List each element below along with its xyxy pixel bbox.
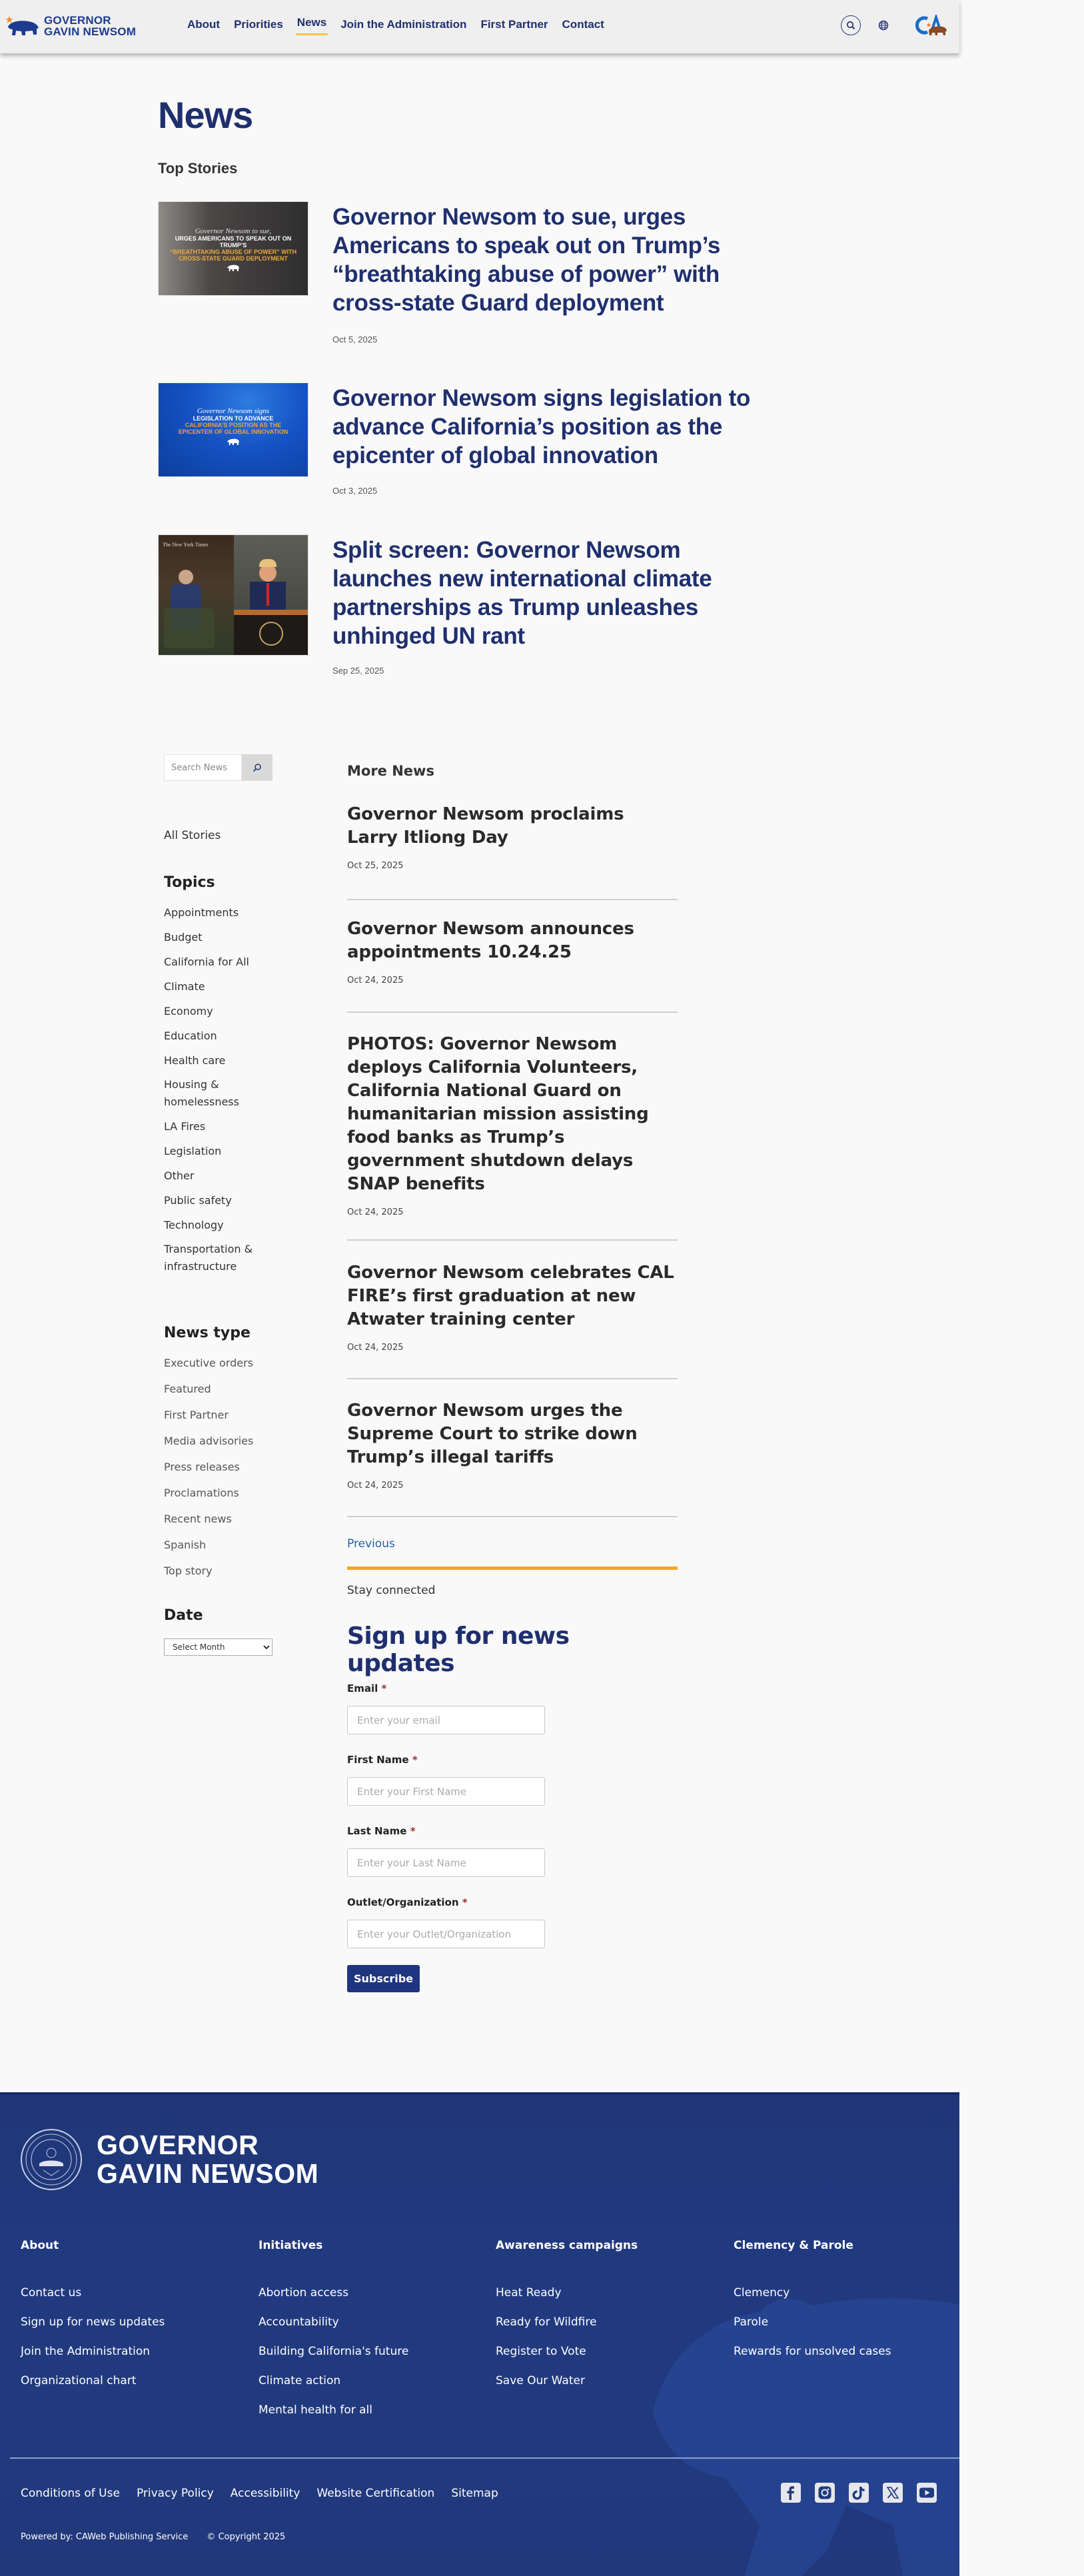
person-hair [259, 559, 276, 567]
news-list-item [347, 1261, 678, 1379]
footer-link[interactable]: Heat Ready [496, 2286, 562, 2299]
story-title[interactable]: Governor Newsom signs legislation to advance California’s position as the epicenter of global innovation [332, 385, 751, 468]
news-sidebar [164, 754, 284, 1624]
news-type-link[interactable]: Featured [164, 1383, 211, 1395]
news-date: Oct 24, 2025 [347, 975, 404, 985]
topic-link[interactable]: Economy [164, 1005, 213, 1017]
required-mark: * [462, 1896, 468, 1908]
footer-column-awareness [496, 2239, 722, 2403]
image-caption-italic: Governor Newsom signs [197, 407, 270, 415]
footer-column-heading: About [21, 2239, 59, 2252]
month-select[interactable] [164, 1638, 272, 1656]
tiktok-link[interactable] [849, 2483, 869, 2503]
news-date: Oct 24, 2025 [347, 1343, 404, 1353]
bear-icon [227, 438, 240, 446]
image-caption-italic: Governor Newsom to sue, [195, 227, 272, 235]
last-name-field[interactable] [347, 1848, 545, 1877]
nav-news[interactable]: News [296, 16, 327, 29]
label-text: Email [347, 1682, 378, 1694]
sitemap-link[interactable]: Sitemap [451, 2487, 498, 2500]
topics-heading: Topics [164, 874, 215, 891]
footer-credits [21, 2532, 301, 2542]
news-type-link[interactable]: Top story [164, 1565, 213, 1577]
all-stories-link[interactable]: All Stories [164, 829, 221, 842]
nav-priorities[interactable]: Priorities [234, 18, 283, 31]
image-caption-gold: “BREATHTAKING ABUSE OF POWER” WITH CROSS-STATE GUARD DEPLOYMENT [169, 249, 297, 262]
topics-list [164, 904, 271, 1282]
topic-link[interactable]: Health care [164, 1054, 226, 1067]
photo-right [234, 535, 308, 656]
footer-divider [10, 2457, 959, 2459]
image-caption-white: URGES AMERICANS TO SPEAK OUT ON TRUMP’S [175, 235, 292, 249]
news-date: Oct 25, 2025 [347, 861, 404, 871]
footer-link[interactable]: Join the Administration [21, 2345, 151, 2358]
facebook-link[interactable] [781, 2483, 801, 2503]
news-type-link[interactable]: Press releases [164, 1461, 240, 1473]
page-title: News [158, 94, 253, 136]
footer-link[interactable]: Abortion access [259, 2286, 349, 2299]
footer-link[interactable]: Organizational chart [21, 2374, 137, 2387]
footer-top-border [0, 2092, 959, 2095]
topic-link[interactable]: LA Fires [164, 1120, 206, 1133]
footer-column-heading: Initiatives [259, 2239, 323, 2252]
globe-icon[interactable] [878, 20, 889, 31]
news-list-item [347, 918, 678, 1013]
footer-link[interactable]: Sign up for news updates [21, 2315, 165, 2329]
topic-link[interactable]: Transportation & infrastructure [164, 1243, 253, 1273]
copyright: © Copyright 2025 [207, 2532, 286, 2542]
footer-link[interactable]: Parole [734, 2315, 769, 2329]
image-masthead: The New York Times [163, 542, 209, 548]
news-title[interactable]: Governor Newsom urges the Supreme Court to strike down Trump’s illegal tariffs [347, 1401, 638, 1467]
story-title[interactable]: Split screen: Governor Newsom launches new international climate partnerships as Trump unleashes unhinged UN rant [332, 537, 712, 649]
social-links [781, 2483, 951, 2503]
news-type-link[interactable]: Media advisories [164, 1435, 254, 1447]
signup-heading: Sign up for news updates [347, 1622, 570, 1677]
topic-link[interactable]: Legislation [164, 1145, 222, 1157]
tie [267, 583, 269, 606]
news-type-link[interactable]: First Partner [164, 1409, 229, 1421]
nav-first-partner[interactable]: First Partner [480, 18, 548, 31]
news-search-input[interactable] [164, 754, 242, 781]
story-date: Oct 5, 2025 [332, 334, 378, 344]
powered-by: Powered by: CAWeb Publishing Service [21, 2532, 189, 2542]
news-type-list [164, 1354, 253, 1588]
nav-about[interactable]: About [187, 18, 221, 31]
footer-link[interactable]: Contact us [21, 2286, 82, 2299]
topic-link[interactable]: Climate [164, 980, 205, 993]
label-text: Last Name [347, 1825, 407, 1837]
website-certification-link[interactable]: Website Certification [316, 2487, 435, 2500]
image-caption-gold: CALIFORNIA’S POSITION AS THE EPICENTER OF GLOBAL INNOVATION [178, 422, 288, 435]
podium-top [234, 610, 308, 615]
nav-join-administration[interactable]: Join the Administration [340, 18, 467, 31]
story-title[interactable]: Governor Newsom to sue, urges Americans to speak out on Trump’s “breathtaking abuse of power” with cross-state Guard deployment [332, 204, 720, 316]
story-date: Oct 3, 2025 [332, 486, 378, 496]
date-heading: Date [164, 1607, 203, 1624]
youtube-icon [919, 2487, 935, 2499]
first-name-label [347, 1754, 418, 1766]
label-text: First Name [347, 1754, 409, 1766]
footer-link[interactable]: Mental health for all [259, 2403, 372, 2417]
topic-link[interactable]: Technology [164, 1219, 224, 1231]
more-news-heading: More News [347, 763, 434, 779]
organization-label [347, 1896, 468, 1908]
story-date: Sep 25, 2025 [332, 666, 384, 676]
first-name-field[interactable] [347, 1777, 545, 1806]
youtube-link[interactable] [917, 2483, 937, 2503]
accessibility-link[interactable]: Accessibility [230, 2487, 300, 2500]
topic-link[interactable]: Budget [164, 931, 203, 944]
news-list-item [347, 803, 678, 900]
search-icon [253, 763, 262, 772]
site-header [0, 0, 959, 53]
news-type-link[interactable]: Executive orders [164, 1357, 253, 1369]
last-name-label [347, 1825, 416, 1837]
footer-legal-links [21, 2487, 515, 2500]
footer-link[interactable]: Accountability [259, 2315, 339, 2329]
email-label [347, 1682, 386, 1694]
header-utilities [841, 15, 947, 36]
top-stories-heading: Top Stories [158, 160, 238, 177]
required-mark: * [381, 1682, 387, 1694]
footer-link[interactable]: Clemency [734, 2286, 790, 2299]
footer-column-heading: Clemency & Parole [734, 2239, 853, 2252]
logo-line-1: GOVERNOR [44, 14, 111, 27]
footer-logo-line-1: GOVERNOR [97, 2130, 259, 2160]
search-icon [846, 21, 855, 30]
bear-icon [227, 264, 240, 272]
site-logo[interactable] [5, 15, 136, 37]
footer-column-heading: Awareness campaigns [496, 2239, 638, 2252]
news-type-link[interactable]: Spanish [164, 1539, 207, 1551]
footer-logo[interactable] [21, 2129, 318, 2190]
stay-connected-label: Stay connected [347, 1584, 436, 1597]
footer-link[interactable]: Save Our Water [496, 2374, 585, 2387]
photo-left [159, 535, 234, 656]
footer-column-clemency [734, 2239, 959, 2373]
news-title[interactable]: Governor Newsom proclaims Larry Itliong Day [347, 804, 624, 848]
news-date: Oct 24, 2025 [347, 1481, 404, 1491]
news-search [164, 754, 272, 781]
topic-link[interactable]: Other [164, 1169, 195, 1182]
topic-link[interactable]: Public safety [164, 1194, 232, 1207]
bear-logo-icon [5, 15, 40, 37]
required-mark: * [410, 1825, 416, 1837]
state-seal-icon [21, 2129, 82, 2190]
instagram-link[interactable] [815, 2483, 835, 2503]
search-button[interactable] [841, 15, 861, 35]
news-type-link[interactable]: Proclamations [164, 1487, 239, 1499]
news-title[interactable]: PHOTOS: Governor Newsom deploys California Volunteers, California National Guard on humanitarian mission assisting food banks as Trump’s government shutdown delays SNAP benefits [347, 1034, 649, 1194]
story-image[interactable] [158, 201, 308, 296]
seal-graphic [23, 2132, 79, 2188]
organization-field[interactable] [347, 1920, 545, 1948]
image-caption-white: LEGISLATION TO ADVANCE [193, 415, 274, 422]
logo-line-2: GAVIN NEWSOM [44, 25, 137, 38]
footer-link[interactable]: Building California's future [259, 2345, 409, 2358]
footer-logo-line-2: GAVIN NEWSOM [97, 2158, 319, 2189]
main-nav [187, 18, 618, 31]
tiktok-icon [852, 2485, 865, 2500]
person-head [179, 570, 193, 584]
chair [164, 608, 215, 648]
un-emblem [259, 622, 283, 646]
news-search-button[interactable] [242, 754, 272, 781]
footer-column-initiatives [259, 2239, 485, 2432]
email-field[interactable] [347, 1706, 545, 1734]
news-date: Oct 24, 2025 [347, 1207, 404, 1217]
ca-gov-logo[interactable] [915, 15, 947, 36]
story-image[interactable] [158, 382, 308, 477]
instagram-icon [817, 2485, 832, 2500]
conditions-of-use-link[interactable]: Conditions of Use [21, 2487, 120, 2500]
facebook-icon [785, 2485, 797, 2500]
footer-link[interactable]: Register to Vote [496, 2345, 586, 2358]
nav-contact[interactable]: Contact [562, 18, 604, 31]
privacy-policy-link[interactable]: Privacy Policy [136, 2487, 214, 2500]
topic-link[interactable]: California for All [164, 956, 249, 968]
news-type-heading: News type [164, 1325, 251, 1341]
topic-link[interactable]: Housing & homelessness [164, 1078, 239, 1108]
previous-page-link[interactable]: Previous [347, 1537, 395, 1551]
topic-link[interactable]: Appointments [164, 906, 239, 919]
story-image[interactable] [158, 534, 308, 656]
required-mark: * [412, 1754, 418, 1766]
news-type-link[interactable]: Recent news [164, 1513, 232, 1525]
x-link[interactable] [883, 2483, 903, 2503]
footer-column-about [21, 2239, 247, 2403]
subscribe-button[interactable]: Subscribe [347, 1965, 420, 1992]
footer-link[interactable]: Ready for Wildfire [496, 2315, 597, 2329]
topic-link[interactable]: Education [164, 1029, 217, 1042]
x-icon [886, 2486, 899, 2499]
site-footer [0, 2092, 959, 2576]
section-divider [347, 1567, 678, 1570]
news-title[interactable]: Governor Newsom celebrates CAL FIRE’s first graduation at new Atwater training center [347, 1263, 674, 1329]
news-list-item [347, 1033, 678, 1241]
news-title[interactable]: Governor Newsom announces appointments 10.24.25 [347, 919, 634, 962]
news-list-item [347, 1399, 678, 1517]
footer-link[interactable]: Climate action [259, 2374, 341, 2387]
footer-link[interactable]: Rewards for unsolved cases [734, 2345, 891, 2358]
label-text: Outlet/Organization [347, 1896, 459, 1908]
